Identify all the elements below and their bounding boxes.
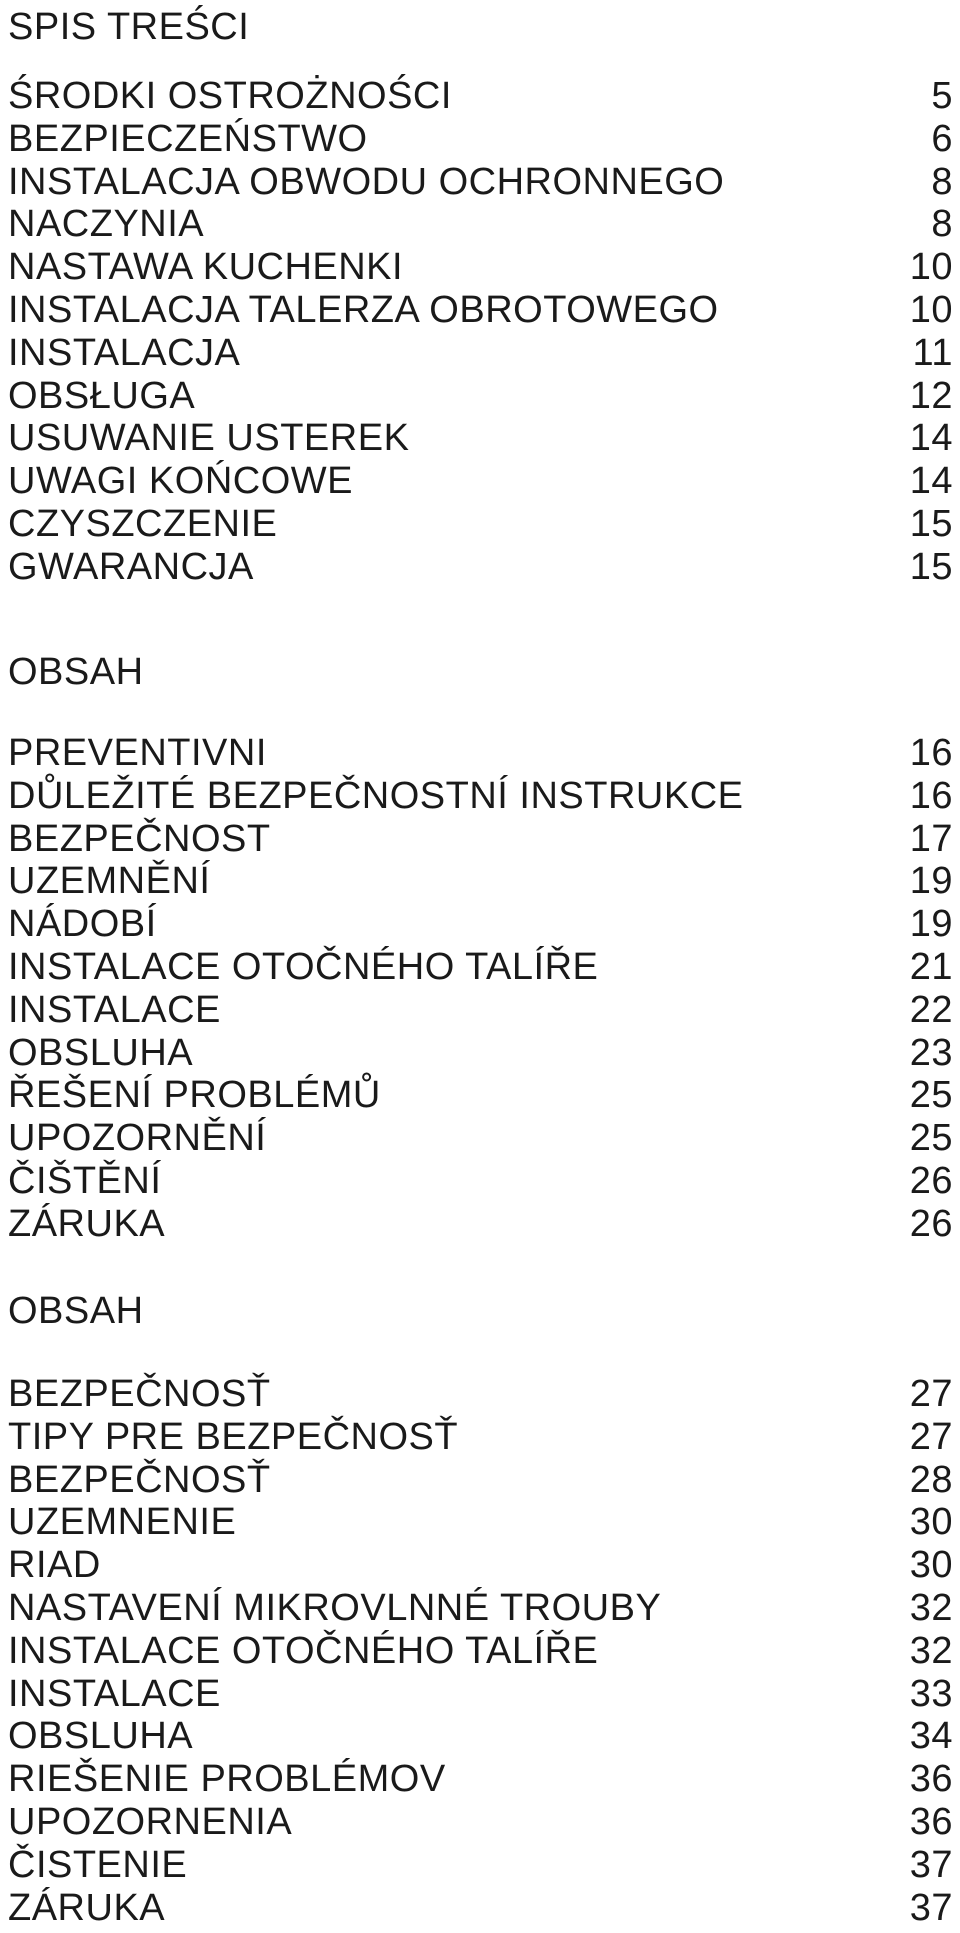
- toc-entry: [8, 946, 953, 989]
- toc-entry: [8, 1117, 953, 1160]
- toc-entry-title: BEZPIECZEŃSTWO: [8, 117, 368, 160]
- toc-entry-page-number: 33: [909, 1672, 953, 1715]
- toc-entry-title: OBSLUHA: [8, 1715, 194, 1758]
- toc-entry-page-number: 6: [931, 117, 953, 160]
- toc-entry-page-number: 10: [909, 246, 953, 289]
- toc-entry-page-number: 16: [909, 732, 953, 774]
- toc-entry-page-number: 32: [909, 1629, 953, 1672]
- toc-entry-page-number: 8: [931, 160, 953, 203]
- toc-entry-title: NASTAWA KUCHENKI: [8, 246, 404, 289]
- toc-entry: [8, 1801, 953, 1844]
- toc-entry-page-number: 37: [909, 1843, 953, 1886]
- toc-entry-title: ČIŠTĚNÍ: [8, 1159, 162, 1202]
- toc-entry-title: NÁDOBÍ: [8, 903, 157, 946]
- toc-entry: [8, 546, 953, 589]
- toc-entry-title: OBSŁUGA: [8, 374, 196, 417]
- toc-entry-page-number: 14: [909, 417, 953, 460]
- toc-entry-title: INSTALACE OTOČNÉHO TALÍŘE: [8, 945, 599, 988]
- toc-list-slovak: [8, 1373, 953, 1929]
- toc-entry-title: INSTALACE: [8, 988, 221, 1031]
- toc-entry-page-number: 19: [909, 860, 953, 903]
- toc-entry-title: INSTALACJA OBWODU OCHRONNEGO: [8, 160, 725, 203]
- toc-entry: [8, 1715, 953, 1758]
- toc-entry-title: ŘEŠENÍ PROBLÉMŮ: [8, 1074, 381, 1117]
- toc-entry: [8, 775, 953, 818]
- toc-entry: [8, 332, 953, 375]
- toc-entry-page-number: 10: [909, 288, 953, 331]
- toc-entry-title: TIPY PRE BEZPEČNOSŤ: [8, 1415, 459, 1458]
- toc-entry: [8, 118, 953, 161]
- toc-entry: [8, 903, 953, 946]
- toc-entry-page-number: 19: [909, 903, 953, 946]
- toc-entry-page-number: 30: [909, 1544, 953, 1587]
- toc-entry-title: UZEMNĚNÍ: [8, 860, 211, 903]
- toc-entry-page-number: 22: [909, 988, 953, 1031]
- toc-entry: [8, 1630, 953, 1673]
- toc-entry-page-number: 12: [909, 374, 953, 417]
- toc-entry-page-number: 37: [909, 1886, 953, 1929]
- toc-entry-page-number: 30: [909, 1501, 953, 1544]
- toc-entry: [8, 1844, 953, 1887]
- toc-entry: [8, 1074, 953, 1117]
- toc-entry-page-number: 15: [909, 545, 953, 588]
- toc-entry: [8, 203, 953, 246]
- toc-entry-page-number: 28: [909, 1458, 953, 1501]
- toc-entry-page-number: 27: [909, 1373, 953, 1415]
- toc-entry-title: BEZPEČNOSŤ: [8, 1458, 271, 1501]
- toc-entry-page-number: 17: [909, 817, 953, 860]
- toc-entry-title: ŚRODKI OSTROŻNOŚCI: [8, 75, 452, 117]
- toc-entry-page-number: 23: [909, 1031, 953, 1074]
- toc-entry-title: NACZYNIA: [8, 203, 205, 246]
- toc-entry-page-number: 36: [909, 1800, 953, 1843]
- toc-entry: [8, 375, 953, 418]
- toc-entry: [8, 860, 953, 903]
- toc-entry-page-number: 27: [909, 1415, 953, 1458]
- toc-entry: [8, 503, 953, 546]
- toc-entry-title: RIEŠENIE PROBLÉMOV: [8, 1758, 446, 1801]
- toc-entry: [8, 1673, 953, 1716]
- toc-entry-title: PREVENTIVNI: [8, 732, 267, 774]
- toc-entry-title: USUWANIE USTEREK: [8, 417, 410, 460]
- toc-entry-page-number: 26: [909, 1202, 953, 1245]
- toc-entry: [8, 1160, 953, 1203]
- toc-entry: [8, 246, 953, 289]
- toc-entry-page-number: 16: [909, 774, 953, 817]
- toc-list-polish: [8, 75, 953, 589]
- toc-entry: [8, 1203, 953, 1246]
- toc-entry-page-number: 36: [909, 1758, 953, 1801]
- toc-entry: [8, 1544, 953, 1587]
- toc-entry-title: UPOZORNĚNÍ: [8, 1117, 267, 1160]
- toc-entry: [8, 1416, 953, 1459]
- toc-entry: [8, 732, 953, 775]
- toc-entry: [8, 460, 953, 503]
- toc-entry: [8, 1587, 953, 1630]
- toc-entry: [8, 161, 953, 204]
- toc-entry: [8, 1032, 953, 1075]
- toc-entry-page-number: 34: [909, 1715, 953, 1758]
- toc-entry: [8, 1887, 953, 1930]
- toc-entry: [8, 818, 953, 861]
- toc-entry-title: GWARANCJA: [8, 545, 254, 588]
- toc-entry-title: INSTALACJA: [8, 331, 241, 374]
- toc-list-czech: [8, 732, 953, 1246]
- toc-entry-title: UPOZORNENIA: [8, 1800, 293, 1843]
- section-heading-slovak: OBSAH: [8, 1290, 144, 1332]
- toc-entry-title: OBSLUHA: [8, 1031, 194, 1074]
- toc-entry-page-number: 15: [909, 502, 953, 545]
- toc-entry: [8, 1459, 953, 1502]
- toc-entry-title: BEZPEČNOST: [8, 817, 271, 860]
- toc-entry-page-number: 25: [909, 1117, 953, 1160]
- toc-entry-page-number: 21: [909, 945, 953, 988]
- section-heading-czech: OBSAH: [8, 651, 144, 693]
- toc-entry: [8, 289, 953, 332]
- toc-entry: [8, 75, 953, 118]
- section-heading-polish: SPIS TREŚCI: [8, 6, 250, 48]
- toc-entry-page-number: 32: [909, 1586, 953, 1629]
- toc-entry-title: ZÁRUKA: [8, 1886, 166, 1929]
- toc-entry-page-number: 11: [912, 331, 953, 374]
- toc-entry-title: CZYSZCZENIE: [8, 502, 278, 545]
- toc-entry-title: NASTAVENÍ MIKROVLNNÉ TROUBY: [8, 1586, 662, 1629]
- toc-entry-title: INSTALACE OTOČNÉHO TALÍŘE: [8, 1629, 599, 1672]
- toc-entry-page-number: 26: [909, 1159, 953, 1202]
- toc-entry-title: DŮLEŽITÉ BEZPEČNOSTNÍ INSTRUKCE: [8, 774, 744, 817]
- toc-entry-title: UWAGI KOŃCOWE: [8, 460, 353, 503]
- toc-entry-title: INSTALACJA TALERZA OBROTOWEGO: [8, 288, 719, 331]
- toc-entry-title: INSTALACE: [8, 1672, 221, 1715]
- toc-entry-title: BEZPEČNOSŤ: [8, 1373, 271, 1415]
- toc-entry-page-number: 5: [931, 75, 953, 117]
- toc-entry: [8, 1373, 953, 1416]
- toc-entry-title: UZEMNENIE: [8, 1501, 237, 1544]
- toc-entry: [8, 1758, 953, 1801]
- toc-entry-title: RIAD: [8, 1544, 101, 1587]
- toc-entry-title: ČISTENIE: [8, 1843, 188, 1886]
- toc-entry: [8, 1501, 953, 1544]
- toc-entry-page-number: 8: [931, 203, 953, 246]
- toc-entry-page-number: 14: [909, 460, 953, 503]
- toc-entry-page-number: 25: [909, 1074, 953, 1117]
- toc-entry: [8, 989, 953, 1032]
- toc-entry-title: ZÁRUKA: [8, 1202, 166, 1245]
- toc-entry: [8, 417, 953, 460]
